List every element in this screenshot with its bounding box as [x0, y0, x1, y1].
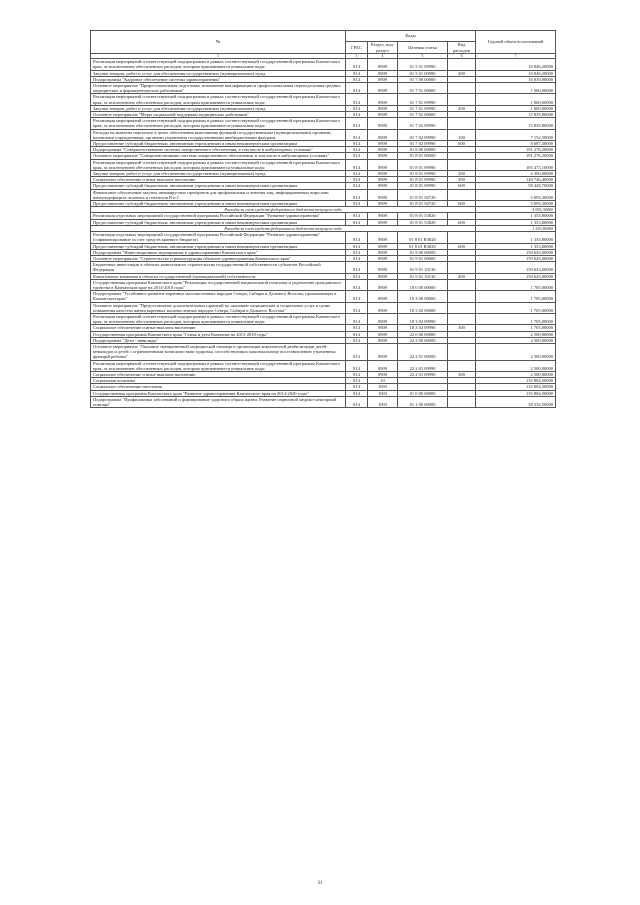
row-name: Реализация отдельных мероприятий государственной программы Российской Федерации "Развитие здравоохранения" [91, 213, 346, 219]
row-name: Реализация мероприятий соответствующей подпрограммы в рамках соответствующей государственной программы Камчатского края, за исключением обеспеченных расходов, которым присваиваются уникальные коды [91, 118, 346, 129]
row-sum: 1 705,00000 [476, 291, 556, 302]
row-expense-type: 400 [448, 273, 476, 279]
row-target-article: 01 9 01 00000 [398, 255, 448, 261]
row-sum: 15 839,80000 [476, 118, 556, 129]
row-target-article: 01 8 01 R3820 [398, 232, 448, 243]
row-expense-type [448, 279, 476, 290]
row-expense-type: 100 [448, 129, 476, 140]
row-sum: 8 687,30000 [476, 141, 556, 147]
header-codes: Коды [346, 31, 476, 42]
row-razdel: 0909 [368, 112, 398, 118]
row-grbs: 814 [346, 249, 368, 255]
row-target-article: 01 7 02 00000 [398, 112, 448, 118]
row-expense-type [448, 189, 476, 200]
row-target-article: 01 5 01 09990 [398, 59, 448, 70]
table-row [91, 313, 556, 324]
row-sum: 1 000,00000 [476, 105, 556, 111]
row-razdel: 0909 [368, 343, 398, 360]
row-target-article: 22 2 01 00000 [398, 343, 448, 360]
row-name: Подпрограмма "Дети - инвалиды" [91, 337, 346, 343]
row-target-article: 01 7 01 09990 [398, 105, 448, 111]
row-name: Подпрограмма "Устойчивое развитие коренных малочисленных народов Севера, Сибири и Дальнего Востока, проживающих в Камчатском крае" [91, 291, 346, 302]
row-name: Подпрограмма "Кадровое обеспечение системы здравоохранения" [91, 76, 346, 82]
row-grbs: 814 [346, 105, 368, 111]
table-row [91, 396, 556, 407]
row-sum: 191 276,20000 [476, 153, 556, 159]
row-target-article: 22 2 01 09990 [398, 360, 448, 371]
row-grbs: 814 [346, 343, 368, 360]
row-grbs: 814 [346, 273, 368, 279]
row-target-article: 01 8 01 53820 [398, 219, 448, 225]
table-row [91, 360, 556, 371]
row-expense-type [448, 396, 476, 407]
row-sum: 135 804,50000 [476, 390, 556, 396]
row-sum: 7 152,50000 [476, 129, 556, 140]
row-razdel: 0909 [368, 141, 398, 147]
row-name: Закупка товаров, работ и услуг для обеспечения государственных (муниципальных) нужд [91, 171, 346, 177]
row-razdel: 0909 [368, 76, 398, 82]
row-razdel: 0909 [368, 129, 398, 140]
table-row [91, 291, 556, 302]
row-grbs: 814 [346, 201, 368, 207]
row-grbs: 814 [346, 76, 368, 82]
row-name: Предоставление субсидий бюджетным, автономным учреждениям и иным некоммерческим организациям [91, 243, 346, 249]
row-target-article: 01 8 01 50720 [398, 189, 448, 200]
row-target-article: 01 7 00 00000 [398, 76, 448, 82]
row-name: Основное мероприятие "Профессиональная подготовка, повышение квалификации и профессиональная переподготовка средних медицинских и фармацевтических работников" [91, 83, 346, 94]
row-target-article: 01 8 01 09990 [398, 183, 448, 189]
header-expense-type: Вид расходов [448, 42, 476, 54]
row-name: Предоставление субсидий бюджетным, автономным учреждениям и иным некоммерческим организациям [91, 141, 346, 147]
row-razdel: 0909 [368, 243, 398, 249]
row-grbs: 814 [346, 302, 368, 313]
row-expense-type [448, 291, 476, 302]
row-razdel: 0909 [368, 337, 398, 343]
row-grbs: 814 [346, 70, 368, 76]
row-razdel: 0909 [368, 94, 398, 105]
row-target-article: 01 7 02 09990 [398, 141, 448, 147]
row-expense-type: 200 [448, 70, 476, 76]
row-expense-type [448, 232, 476, 243]
row-target-article: 22 0 00 00000 [398, 331, 448, 337]
row-expense-type [448, 94, 476, 105]
row-razdel: 0909 [368, 262, 398, 273]
header-target-article: Целевая статья [398, 42, 448, 54]
row-grbs: 814 [346, 396, 368, 407]
row-sum: 1 000,00000 [476, 83, 556, 94]
row-target-article: 01 8 01 09990 [398, 171, 448, 177]
row-target-article: 18 3 02 09990 [398, 313, 448, 324]
row-grbs: 814 [346, 159, 368, 170]
row-sum: 2 500,00000 [476, 337, 556, 343]
row-grbs: 814 [346, 331, 368, 337]
row-name: Закупка товаров, работ и услуг для обеспечения государственных (муниципальных) нужд [91, 70, 346, 76]
row-razdel: 0909 [368, 325, 398, 331]
row-razdel: 0909 [368, 249, 398, 255]
row-grbs: 814 [346, 213, 368, 219]
row-grbs: 814 [346, 183, 368, 189]
row-target-article: 18 3 00 00000 [398, 291, 448, 302]
row-target-article: 01 8 01 00000 [398, 153, 448, 159]
budget-sheet [90, 30, 555, 408]
row-grbs: 814 [346, 153, 368, 159]
table-row [91, 232, 556, 243]
row-razdel: 0909 [368, 291, 398, 302]
row-grbs: 814 [346, 378, 368, 384]
row-name: Реализация мероприятий соответствующей подпрограммы в рамках соответствующей государственной программы Камчатского края, за исключением обеспеченных расходов, которым присваиваются уникальные коды [91, 360, 346, 371]
row-razdel: 0909 [368, 118, 398, 129]
row-sum: 159 643,00000 [476, 273, 556, 279]
row-name: Основное мероприятие "Оказание своевременной медицинской помощи и организация комплексной реабилитации детей-инвалидов и детей с ограниченными возможностями здоровья, способствующих максимальному восстановлению утраченных функций ребенка" [91, 343, 346, 360]
row-expense-type [448, 302, 476, 313]
row-sum: 16 839,80000 [476, 76, 556, 82]
table-row [91, 302, 556, 313]
row-expense-type: 300 [448, 177, 476, 183]
row-name: Финансовое обеспечение закупок антивирусных препаратов для профилактики и лечения лиц, инфицированных вирусами иммунодефицита человека и гепатитов B и C [91, 189, 346, 200]
row-target-article: 01 8 01 09990 [398, 177, 448, 183]
row-razdel: 0909 [368, 219, 398, 225]
row-razdel: 1003 [368, 396, 398, 407]
row-sum: 10 846,20000 [476, 59, 556, 70]
row-sum: 1 705,00000 [476, 302, 556, 313]
table-row [91, 279, 556, 290]
row-grbs: 814 [346, 243, 368, 249]
row-target-article: 01 8 01 50720 [398, 201, 448, 207]
row-razdel: 0909 [368, 171, 398, 177]
row-grbs: 814 [346, 232, 368, 243]
row-sum: 2 500,00000 [476, 331, 556, 337]
row-name: Подпрограмма "Совершенствование системы лекарственного обеспечения, в том числе в амбулаторных условиях" [91, 147, 346, 153]
row-target-article: 01 8 00 00000 [398, 147, 448, 153]
row-sum: 15 839,80000 [476, 112, 556, 118]
row-razdel: 0909 [368, 360, 398, 371]
row-name: Государственная программа Камчатского края "Семья и дети Камчатки на 2015-2018 годы" [91, 331, 346, 337]
row-expense-type: 600 [448, 219, 476, 225]
header-number: № [91, 31, 346, 54]
row-expense-type: 600 [448, 183, 476, 189]
row-name: Подпрограмма "Инвестиционные мероприятия в здравоохранении Камчатского края" [91, 249, 346, 255]
table-header [91, 31, 556, 59]
row-expense-type: 600 [448, 141, 476, 147]
row-sum: 2 500,00000 [476, 371, 556, 377]
row-razdel: 0909 [368, 232, 398, 243]
table-row [91, 189, 556, 200]
row-sum: 38 334,50000 [476, 396, 556, 407]
row-razdel: 1003 [368, 384, 398, 390]
row-sum: 135 804,50000 [476, 384, 556, 390]
row-target-article: 01 5 01 09990 [398, 70, 448, 76]
row-name: Социальная политика [91, 378, 346, 384]
column-index: 1 [91, 54, 346, 59]
row-razdel: 0909 [368, 279, 398, 290]
row-grbs: 814 [346, 255, 368, 261]
row-sum: 58 428,70000 [476, 183, 556, 189]
row-name: Социальное обеспечение и иные выплаты населению [91, 371, 346, 377]
row-razdel: 1003 [368, 390, 398, 396]
row-name: Бюджетные инвестиции в объекты капитального строительства государственной собственности субъектов Российской Федерации [91, 262, 346, 273]
column-index: 4 [368, 54, 398, 59]
row-name: Социальное обеспечение и иные выплаты населению [91, 325, 346, 331]
row-grbs: 814 [346, 129, 368, 140]
row-sum: 2 500,00000 [476, 360, 556, 371]
row-name: Закупка товаров, работ и услуг для обеспечения государственных (муниципальных) нужд [91, 105, 346, 111]
row-razdel: 0909 [368, 213, 398, 219]
row-razdel: 0909 [368, 177, 398, 183]
row-name: Капитальные вложения в объекты государственной (муниципальной) собственности [91, 273, 346, 279]
row-razdel: 0909 [368, 159, 398, 170]
row-sum: 1 000,00000 [476, 94, 556, 105]
row-sum: 2 500,00000 [476, 343, 556, 360]
row-grbs: 814 [346, 262, 368, 273]
row-expense-type: 300 [448, 371, 476, 377]
row-grbs: 814 [346, 291, 368, 302]
row-razdel: 0909 [368, 105, 398, 111]
table-body [91, 59, 556, 408]
column-index: 3 [346, 54, 368, 59]
row-sum: 191 276,20000 [476, 147, 556, 153]
table-row [91, 159, 556, 170]
row-sum: 1 353,80000 [476, 225, 556, 231]
row-grbs: 814 [346, 94, 368, 105]
row-expense-type [448, 59, 476, 70]
row-sum: 5 093,30000 [476, 201, 556, 207]
row-name: Социальное обеспечение населения [91, 384, 346, 390]
row-expense-type: 200 [448, 105, 476, 111]
row-name: Основное мероприятие "Строительство и реконструкция объектов здравоохранения Камчатского края" [91, 255, 346, 261]
row-expense-type [448, 262, 476, 273]
row-grbs: 814 [346, 189, 368, 200]
row-grbs: 814 [346, 313, 368, 324]
row-name: Государственная программа Камчатского края "Реализация государственной национальной политики и укрепление гражданского единства в Камчатском крае на 2014-2018 годы" [91, 279, 346, 290]
row-target-article: 01 1 00 00000 [398, 396, 448, 407]
table-row [91, 343, 556, 360]
row-razdel: 0909 [368, 83, 398, 94]
row-expense-type [448, 343, 476, 360]
row-razdel: 0909 [368, 201, 398, 207]
row-grbs: 814 [346, 325, 368, 331]
row-expense-type [448, 159, 476, 170]
row-grbs: 814 [346, 390, 368, 396]
row-razdel: 0909 [368, 183, 398, 189]
budget-table [90, 30, 556, 408]
row-target-article: 01 9 01 10130 [398, 262, 448, 273]
row-sum: 1 353,80000 [476, 219, 556, 225]
row-grbs: 814 [346, 279, 368, 290]
row-expense-type [448, 313, 476, 324]
row-target-article: 22 2 00 00000 [398, 337, 448, 343]
table-row [91, 262, 556, 273]
row-name: Реализация мероприятий соответствующей подпрограммы в рамках соответствующей государственной программы Камчатского края, за исключением обеспеченных расходов, которым присваиваются уникальные коды [91, 94, 346, 105]
row-grbs: 814 [346, 141, 368, 147]
row-sum: 10 846,20000 [476, 70, 556, 76]
row-target-article: 01 9 01 10130 [398, 273, 448, 279]
row-sum: 5 093,30000 [476, 189, 556, 200]
row-name: Социальное обеспечение и иные выплаты населению [91, 177, 346, 183]
row-target-article: 01 7 02 09990 [398, 118, 448, 129]
row-expense-type: 600 [448, 201, 476, 207]
row-sum: 1 353,80000 [476, 243, 556, 249]
row-target-article: 01 7 01 00000 [398, 83, 448, 94]
row-grbs: 814 [346, 177, 368, 183]
row-razdel: 0909 [368, 255, 398, 261]
row-razdel: 0909 [368, 153, 398, 159]
row-target-article: 01 8 01 09990 [398, 159, 448, 170]
page-number: 31 [317, 881, 323, 886]
column-index: 6 [448, 54, 476, 59]
row-sum: 159 643,00000 [476, 249, 556, 255]
row-target-article: 22 2 01 09990 [398, 371, 448, 377]
row-note-text: Расходы за счет средств федерального бюджета текущего года [91, 207, 476, 213]
row-sum: 1 705,00000 [476, 325, 556, 331]
row-name: Реализация мероприятий соответствующей подпрограммы в рамках соответствующей государственной программы Камчатского края, за исключением обеспеченных расходов, которым присваиваются уникальные коды [91, 159, 346, 170]
table-row [91, 129, 556, 140]
row-name: Государственная программа Камчатского края "Развитие здравоохранения Камчатского края на 2014-2020 годы" [91, 390, 346, 396]
row-target-article: 01 7 01 09990 [398, 94, 448, 105]
row-name: Предоставление субсидий бюджетным, автономным учреждениям и иным некоммерческим организациям [91, 219, 346, 225]
row-expense-type [448, 360, 476, 371]
row-grbs: 814 [346, 219, 368, 225]
header-annual-sum: Годовой объем ассигнований [476, 31, 556, 54]
row-name: Основное мероприятие "Совершенствование системы лекарственного обеспечения, в том числе в амбулаторных условиях" [91, 153, 346, 159]
row-note-text: Расходы за счет средств федерального бюджета текущего года [91, 225, 476, 231]
header-razdel: Раздел, под-раздел [368, 42, 398, 54]
row-sum: 4 300,00000 [476, 171, 556, 177]
row-name: Подпрограмма "Профилактика заболеваний и формирование здорового образа жизни. Развитие первичной медико-санитарной помощи" [91, 396, 346, 407]
row-name: Расходы на выплаты персоналу в целях обеспечения выполнения функций государственными (муниципальными) органами, казенными учреждениями, органами управления государственными внебюджетными фондами [91, 129, 346, 140]
header-grbs: ГРБС [346, 42, 368, 54]
row-sum: 1 705,00000 [476, 313, 556, 324]
row-razdel: 0909 [368, 313, 398, 324]
column-index: 7 [476, 54, 556, 59]
row-razdel: 10 [368, 378, 398, 384]
row-expense-type [448, 83, 476, 94]
row-sum: 1 705,00000 [476, 279, 556, 290]
row-razdel: 0909 [368, 371, 398, 377]
row-grbs: 814 [346, 59, 368, 70]
row-sum: 183 475,10000 [476, 159, 556, 170]
row-expense-type: 300 [448, 325, 476, 331]
row-sum: 120 746,40000 [476, 177, 556, 183]
row-target-article: 01 8 01 R3820 [398, 243, 448, 249]
row-expense-type: 200 [448, 171, 476, 177]
row-expense-type [448, 118, 476, 129]
row-sum: 5 093,30000 [476, 207, 556, 213]
row-razdel: 0909 [368, 331, 398, 337]
row-target-article: 18 0 00 00000 [398, 279, 448, 290]
row-sum: 159 643,00000 [476, 255, 556, 261]
row-name: Реализация мероприятий соответствующей подпрограммы в рамках соответствующей государственной программы Камчатского края, за исключением обеспеченных расходов, которым присваиваются уникальные коды [91, 313, 346, 324]
row-razdel: 0909 [368, 189, 398, 200]
row-name: Реализация мероприятий соответствующей подпрограммы в рамках соответствующей государственной программы Камчатского края, за исключением обеспеченных расходов, которым присваиваются уникальные коды [91, 59, 346, 70]
row-razdel: 0909 [368, 59, 398, 70]
row-grbs: 814 [346, 171, 368, 177]
row-name: Предоставление субсидий бюджетным, автономным учреждениям и иным некоммерческим организациям [91, 183, 346, 189]
row-target-article: 18 3 02 00000 [398, 302, 448, 313]
row-name: Основное мероприятие "Меры социальной поддержки медицинских работников" [91, 112, 346, 118]
row-target-article: 18 3 02 09990 [398, 325, 448, 331]
column-index: 5 [398, 54, 448, 59]
row-grbs: 814 [346, 83, 368, 94]
row-razdel: 0909 [368, 70, 398, 76]
row-sum: 135 804,50000 [476, 378, 556, 384]
row-target-article: 01 0 00 00000 [398, 390, 448, 396]
row-expense-type: 600 [448, 243, 476, 249]
row-grbs: 814 [346, 371, 368, 377]
row-target-article: 01 9 00 00000 [398, 249, 448, 255]
table-row [91, 118, 556, 129]
row-grbs: 814 [346, 337, 368, 343]
row-target-article: 01 7 02 09990 [398, 129, 448, 140]
row-target-article: 01 8 01 53820 [398, 213, 448, 219]
row-name: Основное мероприятие "Предоставление дополнительных гарантий по оказанию медицинских и социальных услуг в целях повышения качества жизни коренных малочисленных народов Севера, Сибири и Дальнего Востока" [91, 302, 346, 313]
row-name: Реализация отдельных мероприятий государственной программы Российской Федерации "Развитие здравоохранения" (софинансирование за счет средств краевого бюджета) [91, 232, 346, 243]
table-row [91, 59, 556, 70]
row-grbs: 814 [346, 147, 368, 153]
row-sum: 1 353,80000 [476, 213, 556, 219]
row-name: Предоставление субсидий бюджетным, автономным учреждениям и иным некоммерческим организациям [91, 201, 346, 207]
row-sum: 159 643,00000 [476, 262, 556, 273]
row-sum: 1 353,80000 [476, 232, 556, 243]
table-row [91, 94, 556, 105]
row-razdel: 0909 [368, 302, 398, 313]
row-grbs: 814 [346, 360, 368, 371]
row-grbs: 814 [346, 118, 368, 129]
row-razdel: 0909 [368, 273, 398, 279]
row-grbs: 814 [346, 384, 368, 390]
table-row [91, 83, 556, 94]
row-grbs: 814 [346, 112, 368, 118]
row-razdel: 0909 [368, 147, 398, 153]
